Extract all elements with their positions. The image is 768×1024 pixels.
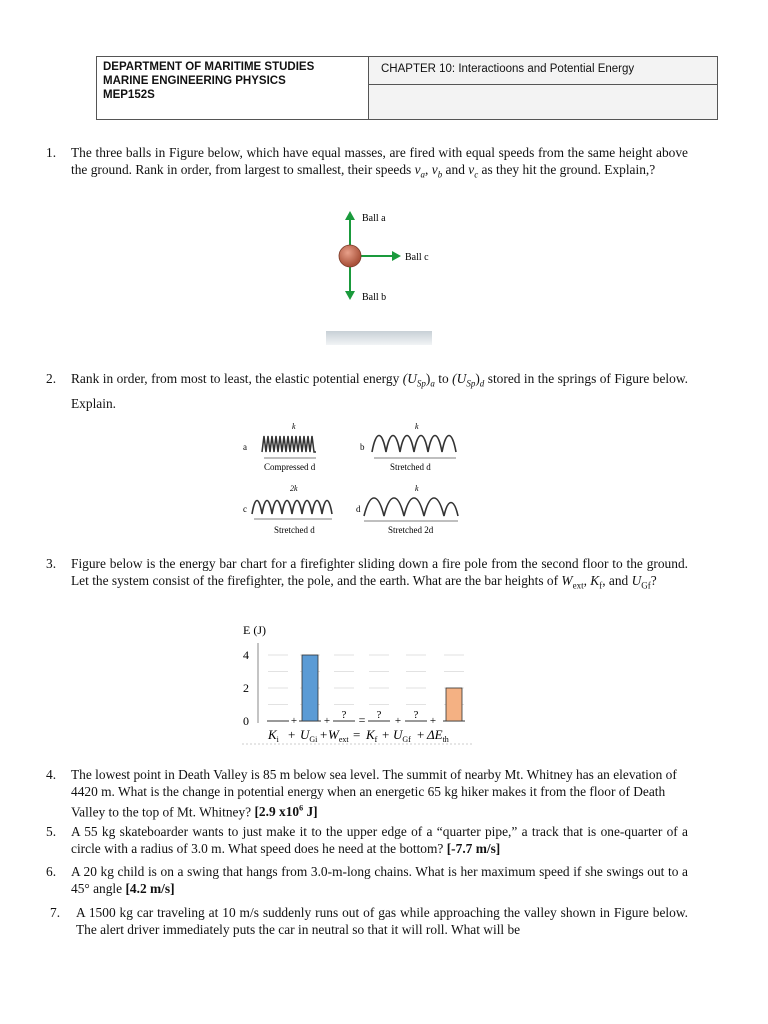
question-number: 5. <box>46 824 57 839</box>
spring-c-caption: Stretched d <box>274 525 315 535</box>
ytick-4: 4 <box>243 648 249 662</box>
question-number: 1. <box>46 145 57 160</box>
question-text: The three balls in Figure below, which have equal masses, are fired with equal speeds from the same height above the ground. Rank in order, from largest to smallest, their speeds $v_a$, $v_b$ and $v_c$ as they hit the ground. Explain,? <box>71 145 688 180</box>
question-6 <box>46 863 688 897</box>
energy-bar-chart <box>236 615 486 750</box>
question-number: 6. <box>46 864 57 879</box>
energy-equation <box>267 727 449 744</box>
spring-a <box>243 422 316 472</box>
arrow-right-head <box>392 251 401 261</box>
equation-operator: + <box>320 727 328 742</box>
three-balls-figure <box>320 205 440 350</box>
document-header <box>96 56 718 120</box>
unknown-mark: ? <box>341 709 347 721</box>
question-text: Rank in order, from most to least, the elastic potential energy $(U_{Sp})_a$ to $(U_{Sp})_d$ stored in the springs of Figure below. Explain. <box>71 371 688 411</box>
question-number: 3. <box>46 556 57 571</box>
bar-5 <box>446 688 462 721</box>
arrow-up-head <box>345 211 355 220</box>
ball <box>339 245 361 267</box>
chapter-title: CHAPTER 10: Interactioons and Potential Energy <box>369 57 717 85</box>
question-text: Figure below is the energy bar chart for a firefighter sliding down a fire pole from the second floor to the ground. Let the system consist of the firefighter, the pole, and the earth. What are the bar heights of $W_{ext}$, $K_f$, and $U_{Gf}$? <box>71 556 688 591</box>
equation-operator: = <box>353 727 361 742</box>
arrow-down-head <box>345 291 355 300</box>
course-code: MEP152S <box>103 89 155 101</box>
question-4 <box>46 766 688 820</box>
equation-term: $W_{ext}$ <box>328 727 349 744</box>
spring-c <box>243 484 332 535</box>
question-5 <box>46 823 688 857</box>
plus-sign: + <box>394 715 402 727</box>
equation-operator: + <box>417 727 425 742</box>
answer: [-7.7 m/s] <box>446 841 501 856</box>
spring-d-letter: d <box>356 504 361 514</box>
question-2 <box>46 369 688 414</box>
plus-sign: + <box>323 715 331 727</box>
answer: [4.2 m/s] <box>125 881 175 896</box>
question-number: 7. <box>50 905 61 920</box>
springs-figure <box>240 418 470 540</box>
question-text: A 20 kg child is on a swing that hangs from 3.0-m-long chains. What is her maximum speed if she swings out to a 45° angle [4.2 m/s] <box>71 864 688 896</box>
question-1 <box>46 144 688 184</box>
spring-a-k: k <box>292 422 296 431</box>
chart-ylabel: E (J) <box>243 623 266 637</box>
spring-d-k: k <box>415 484 419 493</box>
equation-term: $\Delta E_{th}$ <box>427 727 449 744</box>
question-7 <box>46 904 688 938</box>
plus-sign: + <box>290 715 298 727</box>
unknown-mark: ? <box>413 709 419 721</box>
question-number: 2. <box>46 371 57 386</box>
equation-term: $K_f$ <box>366 727 378 744</box>
question-text: A 1500 kg car traveling at 10 m/s suddenly runs out of gas while approaching the valley shown in Figure below. The alert driver immediately puts the car in neutral so that it will roll. What will be <box>76 905 688 937</box>
bars <box>267 655 465 727</box>
spring-b-k: k <box>415 422 419 431</box>
course-name: MARINE ENGINEERING PHYSICS <box>103 75 286 87</box>
question-number: 4. <box>46 767 57 782</box>
course-info <box>97 57 369 119</box>
spring-b-caption: Stretched d <box>390 462 431 472</box>
plus-sign: + <box>429 715 437 727</box>
equation-operator: + <box>382 727 390 742</box>
question-text: The lowest point in Death Valley is 85 m below sea level. The summit of nearby Mt. Whitney has an elevation of 4420 m. What is the change in potential energy when an energetic 65 kg hiker makes it from the floor of Death Valley to the top of Mt. Whitney? [2.9 $x10^6$ J] <box>71 767 677 820</box>
department-name: DEPARTMENT OF MARITIME STUDIES <box>103 61 315 73</box>
spring-d-caption: Stretched 2d <box>388 525 434 535</box>
question-text: A 55 kg skateboarder wants to just make it to the upper edge of a “quarter pipe,” a track that is one-quarter of a circle with a radius of 3.0 m. What speed does he need at the bottom? [-7.7 m/s] <box>71 824 688 856</box>
ytick-0: 0 <box>243 714 249 728</box>
ground <box>326 331 432 345</box>
spring-b-letter: b <box>360 442 365 452</box>
spring-a-letter: a <box>243 442 247 452</box>
chapter-info <box>369 57 717 119</box>
bar-1 <box>302 655 318 721</box>
answer: [2.9 $x10^6$ J] <box>254 804 318 820</box>
empty-header-cell <box>369 85 717 119</box>
ytick-2: 2 <box>243 681 249 695</box>
equation-term: $K_i$ <box>268 727 279 744</box>
spring-a-caption: Compressed d <box>264 462 316 472</box>
equals-sign: = <box>358 713 366 727</box>
spring-b <box>360 422 456 472</box>
ball-b-label: Ball b <box>362 292 387 303</box>
equation-term: $U_{Gf}$ <box>393 727 411 744</box>
unknown-mark: ? <box>376 709 382 721</box>
unknown-marks <box>342 709 419 721</box>
gridlines <box>268 655 464 705</box>
ball-a-label: Ball a <box>362 213 386 224</box>
question-3 <box>46 555 688 595</box>
equation-operator: + <box>288 727 296 742</box>
spring-d <box>356 484 458 535</box>
ball-c-label: Ball c <box>405 252 429 263</box>
equation-term: $U_{Gi}$ <box>300 727 318 744</box>
spring-c-letter: c <box>243 504 247 514</box>
spring-c-k: 2k <box>290 484 298 493</box>
